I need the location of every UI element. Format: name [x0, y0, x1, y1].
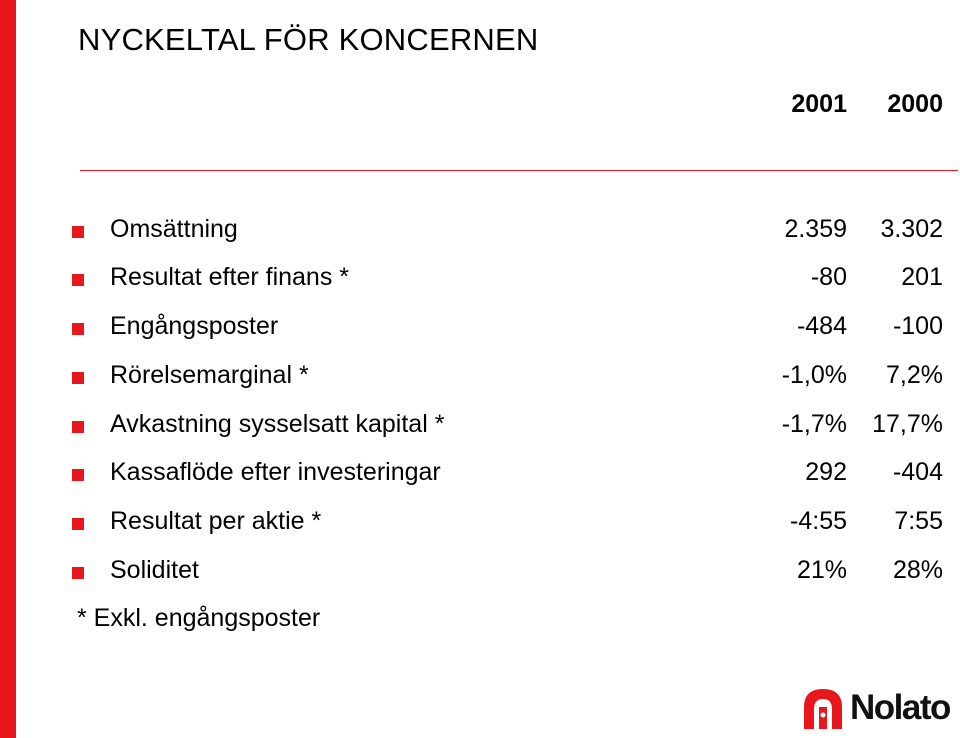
table-row: [0, 361, 960, 401]
row-label: Resultat efter finans *: [110, 263, 350, 291]
value-2001: -1,7%: [781, 410, 847, 438]
nolato-mark-icon: [800, 685, 846, 730]
footnote: * Exkl. engångsposter: [77, 604, 321, 632]
value-2000: 201: [901, 263, 943, 291]
page-title: NYCKELTAL FÖR KONCERNEN: [78, 22, 539, 57]
bullet-icon: [72, 469, 84, 481]
value-2001: -80: [810, 263, 847, 291]
table-row: [0, 312, 960, 352]
table-row: [0, 507, 960, 547]
value-2001: 21%: [796, 556, 847, 584]
value-2001: 292: [805, 458, 847, 486]
bullet-icon: [72, 518, 84, 530]
nolato-logo: [800, 685, 960, 730]
bullet-icon: [72, 372, 84, 384]
value-2001: 2.359: [784, 215, 847, 243]
column-header-2001: 2001: [791, 90, 847, 118]
table-row: [0, 458, 960, 498]
row-label: Rörelsemarginal *: [110, 361, 309, 389]
value-2000: 7:55: [894, 507, 943, 535]
bullet-icon: [72, 274, 84, 286]
table-row: [0, 556, 960, 596]
value-2001: -1,0%: [781, 361, 847, 389]
value-2000: 28%: [892, 556, 943, 584]
bullet-icon: [72, 323, 84, 335]
value-2000: 17,7%: [872, 410, 943, 438]
value-2000: -404: [892, 458, 943, 486]
bullet-icon: [72, 567, 84, 579]
row-label: Omsättning: [110, 215, 238, 243]
table-row: [0, 215, 960, 255]
row-label: Engångsposter: [110, 312, 279, 340]
value-2000: 3.302: [880, 215, 943, 243]
row-label: Resultat per aktie *: [110, 507, 322, 535]
table-row: [0, 263, 960, 303]
bullet-icon: [72, 421, 84, 433]
header-divider: [80, 170, 958, 171]
value-2001: -4:55: [790, 507, 847, 535]
row-label: Kassaflöde efter investeringar: [110, 458, 441, 486]
value-2000: 7,2%: [886, 361, 943, 389]
table-row: [0, 410, 960, 450]
bullet-icon: [72, 226, 84, 238]
value-2001: -484: [796, 312, 847, 340]
row-label: Avkastning sysselsatt kapital *: [110, 410, 445, 438]
column-header-2000: 2000: [887, 90, 943, 118]
value-2000: -100: [892, 312, 943, 340]
logo-wordmark: Nolato: [850, 688, 950, 727]
row-label: Soliditet: [110, 556, 199, 584]
